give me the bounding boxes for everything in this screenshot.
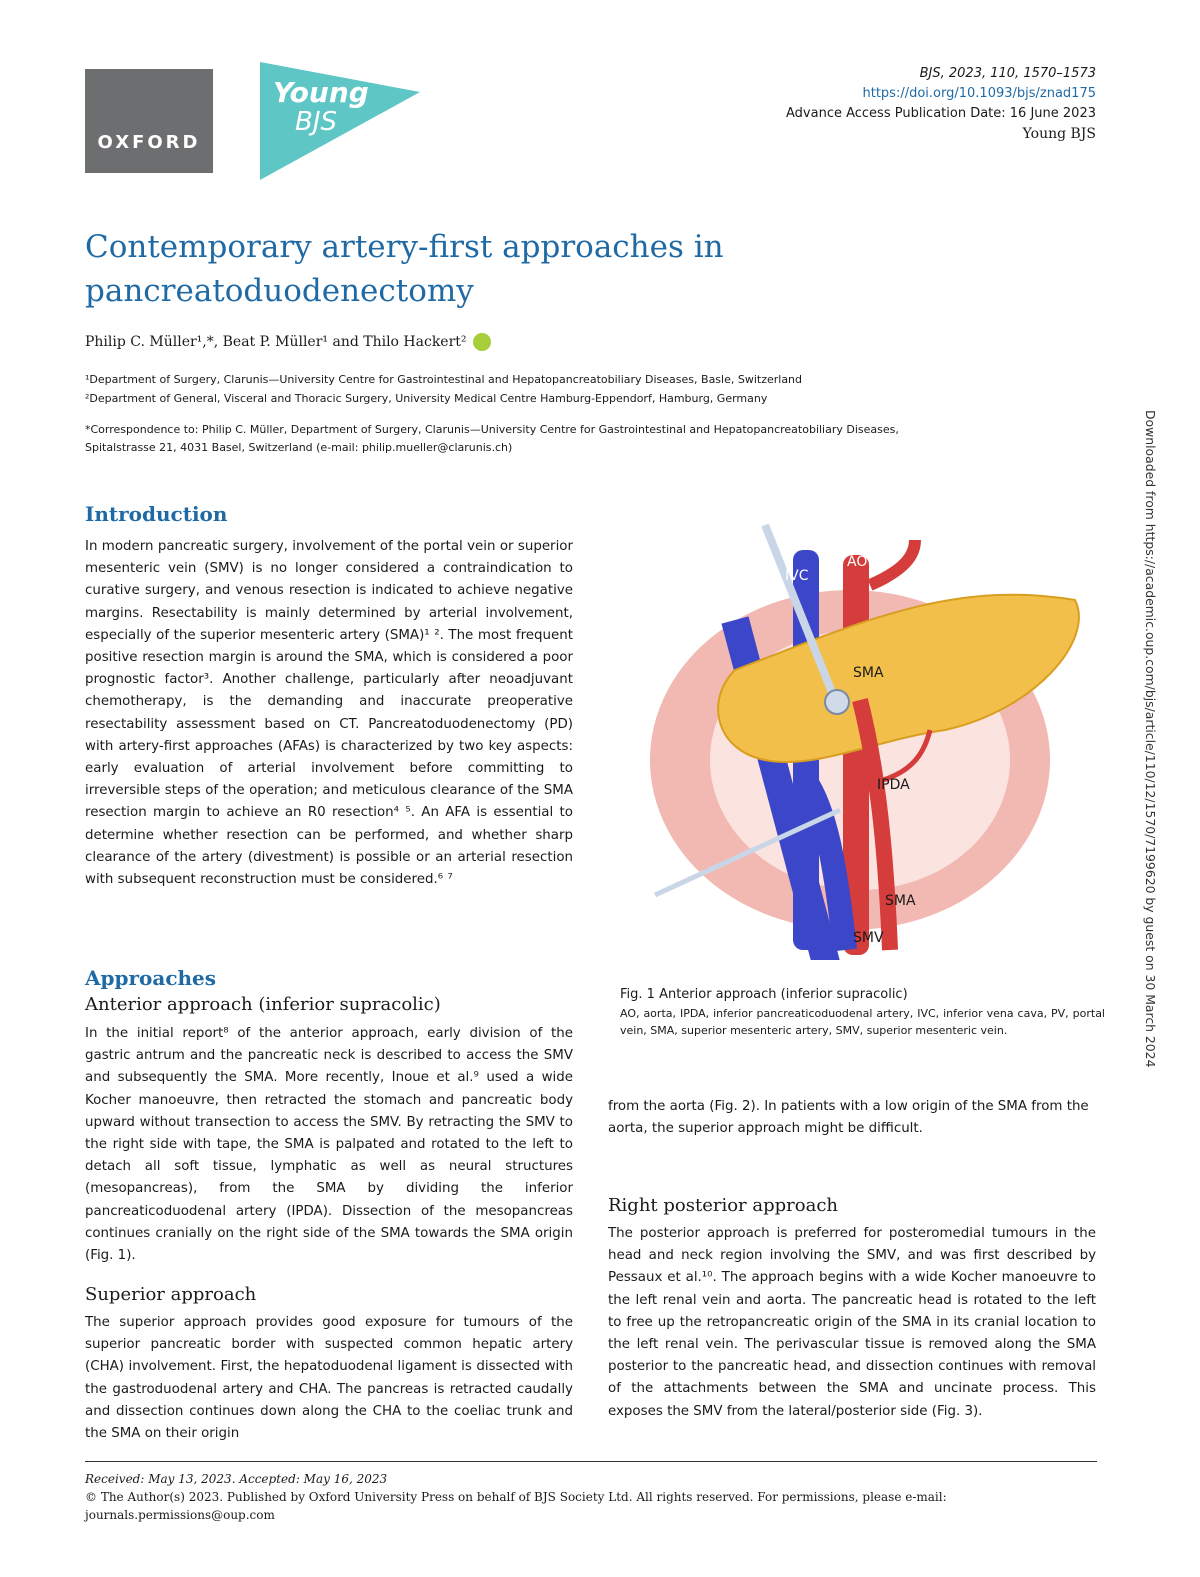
celiac-branch xyxy=(870,540,915,585)
affiliation-2: ²Department of General, Visceral and Thoracic Surgery, University Medical Centre Hamburg-Eppendorf, Hamburg, Germany xyxy=(85,392,768,405)
figure-1-illustration xyxy=(615,510,1095,960)
oxford-label: OXFORD xyxy=(97,132,201,153)
figure-1-caption xyxy=(620,987,1105,1039)
superior-text: The superior approach provides good exposure for tumours of the superior pancreatic border with suspected common hepatic artery (CHA) involvement. First, the hepatoduodenal ligament is dissected with the gastroduodenal artery and CHA. The pancreas is retracted caudally and dissection continues down along the CHA to the coeliac trunk and the SMA on their origin xyxy=(85,1315,573,1442)
young-bjs-logo xyxy=(255,62,425,180)
superior-heading: Superior approach xyxy=(85,1284,257,1305)
label-sma-bottom: SMA xyxy=(885,893,916,909)
superior-continued-text: from the aorta (Fig. 2). In patients with a low origin of the SMA from the aorta, the superior approach might be difficult. xyxy=(608,1099,1089,1137)
permissions-email[interactable]: journals.permissions@oup.com xyxy=(85,1508,275,1522)
intro-text: In modern pancreatic surgery, involvement of the portal vein or superior mesenteric vein (SMV) is no longer considered a contraindication to curative surgery, and venous resection is indicated to achieve negative margins. Resectability is mainly determined by arterial involvement, especially of the superior mesenteric artery (SMA)¹ ². The most frequent positive resection margin is around the SMA, which is considered a poor prognostic factor³. Another challenge, particularly after neoadjuvant chemotherapy, is the demanding and inaccurate preoperative resectability assessment based on CT. Pancreatoduodenectomy (PD) with artery-first approaches (AFAs) is characterized by two key aspects: early evaluation of arterial involvement before committing to irreversible steps of the operation; and meticulous clearance of the SMA resection margin to achieve an R0 resection⁴ ⁵. An AFA is essential to determine whether resection can be performed, and whether sharp clearance of the artery (divestment) is possible or an arterial resection with subsequent reconstruction must be considered.⁶ ⁷ xyxy=(85,539,573,888)
label-smv: SMV xyxy=(853,930,884,946)
retractor-tip xyxy=(825,690,849,714)
download-note-text: Downloaded from https://academic.oup.com/bjs/article/110/12/1570/7199620 by guest on 30 March 2024 xyxy=(1143,410,1158,1068)
doi-link[interactable]: https://doi.org/10.1093/bjs/znad175 xyxy=(862,86,1096,101)
received-dates: Received: May 13, 2023. Accepted: May 16, 2023 xyxy=(85,1472,388,1486)
section-label: Young BJS xyxy=(1022,126,1096,142)
authors-line xyxy=(85,333,491,351)
label-ao: AO xyxy=(847,554,868,570)
posterior-text: The posterior approach is preferred for posteromedial tumours in the head and neck region involving the SMV, and was first described by Pessaux et al.¹⁰. The approach begins with a wide Kocher manoeuvre to the left renal vein and aorta. The pancreatic head is rotated to the left to free up the retropancreatic origin of the SMA in its cranial location to the left renal vein. The perivascular tissue is removed along the SMA posterior to the pancreatic head, and dissection continues with removal of the attachments between the SMA and uncinate process. This exposes the SMV from the lateral/posterior side (Fig. 3). xyxy=(608,1226,1096,1419)
citation: BJS, 2023, 110, 1570–1573 xyxy=(919,66,1096,81)
bjs-label: BJS xyxy=(295,107,338,137)
affiliation-1: ¹Department of Surgery, Clarunis—University Centre for Gastrointestinal and Hepatopancreatobiliary Diseases, Basle, Switzerland xyxy=(85,373,803,386)
footer-divider xyxy=(85,1461,1097,1462)
label-ivc: IVC xyxy=(785,568,809,584)
posterior-heading: Right posterior approach xyxy=(608,1195,839,1216)
anterior-heading: Anterior approach (inferior supracolic) xyxy=(85,994,441,1015)
caption-body: AO, aorta, IPDA, inferior pancreaticoduodenal artery, IVC, inferior vena cava, PV, portal vein, SMA, superior mesenteric artery, SMV, superior mesenteric vein. xyxy=(620,1007,1105,1037)
oxford-logo xyxy=(85,69,213,173)
young-label: Young xyxy=(273,76,369,109)
authors: Philip C. Müller¹,*, Beat P. Müller¹ and Thilo Hackert² xyxy=(85,334,467,350)
correspondence xyxy=(85,421,1095,457)
label-sma-top: SMA xyxy=(853,665,884,681)
label-pv: PV xyxy=(673,626,692,642)
intro-heading: Introduction xyxy=(85,502,228,526)
journal-meta xyxy=(786,64,1096,144)
copyright: © The Author(s) 2023. Published by Oxford University Press on behalf of BJS Society Ltd. All rights reserved. For permissions, please e-mail: xyxy=(85,1490,947,1504)
footer xyxy=(85,1470,947,1524)
approaches-heading: Approaches xyxy=(85,966,217,990)
article-title: Contemporary artery-first approaches in pancreatoduodenectomy xyxy=(85,229,724,309)
download-note xyxy=(1140,410,1160,1460)
anterior-text: In the initial report⁸ of the anterior approach, early division of the gastric antrum and the pancreatic neck is described to access the SMV and subsequently the SMA. More recently, Inoue et al.⁹ used a wide Kocher manoeuvre, then retracted the stomach and pancreatic body upward without transection to access the SMV. By retracting the SMV to the right side with tape, the SMA is palpated and rotated to the left to detach all soft tissue, lymphatic as well as neural structures (mesopancreas), from the SMA by dividing the inferior pancreaticoduodenal artery (IPDA). Dissection of the mesopancreas continues cranially on the right side of the SMA towards the SMA origin (Fig. 1). xyxy=(85,1026,573,1264)
correspondence-line-1: *Correspondence to: Philip C. Müller, Department of Surgery, Clarunis—University Centre for Gastrointestinal and Hepatopancreatobiliary Diseases, xyxy=(85,423,899,436)
correspondence-line-2: Spitalstrasse 21, 4031 Basel, Switzerland (e-mail: philip.mueller@clarunis.ch) xyxy=(85,441,513,454)
orcid-icon[interactable] xyxy=(473,333,491,351)
label-ipda: IPDA xyxy=(877,777,910,793)
caption-title: Fig. 1 Anterior approach (inferior supracolic) xyxy=(620,987,908,1002)
publication-date: Advance Access Publication Date: 16 June 2023 xyxy=(786,106,1096,121)
